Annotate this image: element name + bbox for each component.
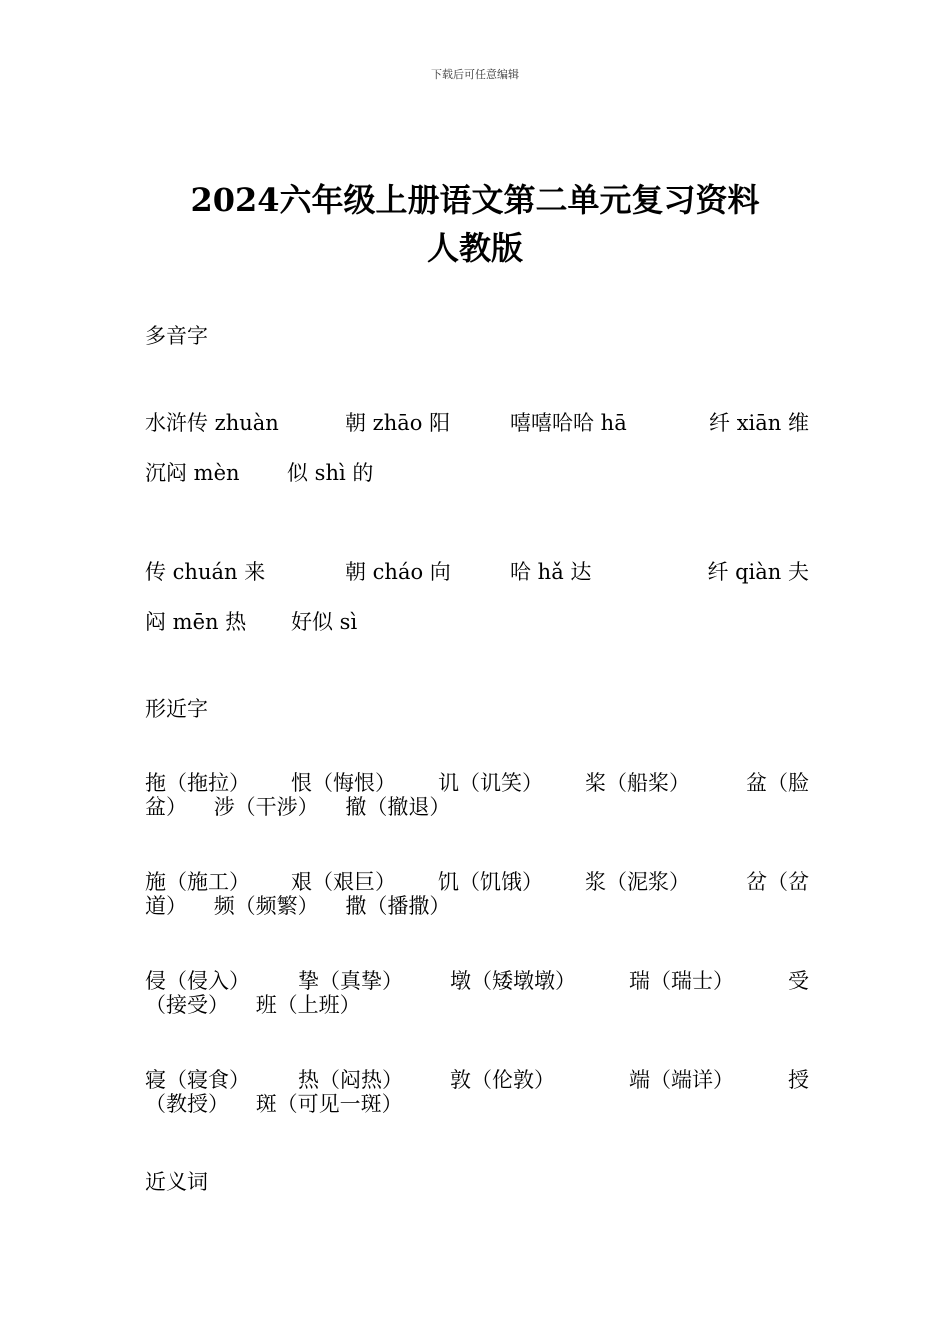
polyphonic-item: 沉闷 mèn (145, 461, 240, 485)
section-heading-similar: 形近字 (145, 697, 208, 721)
similar-item: （接受） (145, 993, 229, 1017)
similar-item: 撤（撤退） (345, 795, 451, 819)
polyphonic-item: 似 shì 的 (287, 461, 374, 485)
similar-item: 盆（脸 (746, 771, 809, 795)
similar-item: 瑞（瑞士） (629, 969, 734, 993)
similar-item: 频（频繁） (213, 894, 319, 918)
document-title: 2024六年级上册语文第二单元复习资料 (190, 181, 760, 219)
polyphonic-item: 嘻嘻哈哈 hā (510, 411, 627, 435)
document-subtitle: 人教版 (426, 229, 523, 267)
polyphonic-item: 朝 zhāo 阳 (345, 411, 451, 435)
similar-item: 饥（饥饿） (438, 870, 543, 894)
similar-item: 施（施工） (145, 870, 250, 894)
polyphonic-item: 水浒传 zhuàn (145, 411, 279, 435)
similar-item: 侵（侵入） (145, 969, 250, 993)
similar-item: 艰（艰巨） (291, 870, 396, 894)
polyphonic-item: 纤 qiàn 夫 (707, 560, 809, 584)
similar-item: 岔（岔 (746, 870, 809, 894)
similar-item: 寝（寝食） (145, 1068, 250, 1092)
similar-item: （教授） (145, 1092, 229, 1116)
similar-item: 讥（讥笑） (438, 771, 543, 795)
similar-item: 热（闷热） (298, 1068, 403, 1092)
similar-item: 桨（船桨） (585, 771, 690, 795)
similar-item: 浆（泥浆） (585, 870, 690, 894)
similar-item: 道） (145, 894, 187, 918)
similar-chars-paragraph (145, 771, 809, 819)
similar-item: 班（上班） (255, 993, 361, 1017)
similar-chars-paragraph (145, 1068, 809, 1116)
similar-item: 斑（可见一斑） (255, 1092, 403, 1116)
similar-chars-paragraph (145, 870, 809, 918)
page-header: 下载后可任意编辑 (431, 68, 519, 81)
polyphonic-item: 纤 xiān 维 (709, 411, 809, 435)
polyphonic-item: 闷 mēn 热 (145, 610, 247, 634)
polyphonic-item: 好似 sì (291, 610, 358, 634)
section-heading-synonyms: 近义词 (145, 1170, 208, 1194)
similar-item: 授 (788, 1068, 809, 1092)
similar-item: 端（端详） (629, 1068, 734, 1092)
similar-item: 涉（干涉） (213, 795, 319, 819)
similar-chars-paragraph (145, 969, 809, 1017)
section-heading-polyphonic: 多音字 (145, 324, 208, 348)
similar-item: 撒（播撒） (345, 894, 451, 918)
polyphonic-item: 哈 hǎ 达 (510, 560, 592, 584)
similar-item: 恨（悔恨） (291, 771, 396, 795)
polyphonic-item: 传 chuán 来 (145, 560, 266, 584)
similar-item: 拖（拖拉） (145, 771, 250, 795)
polyphonic-item: 朝 cháo 向 (345, 560, 451, 584)
similar-item: 盆） (145, 795, 187, 819)
similar-item: 墩（矮墩墩） (450, 969, 576, 993)
similar-item: 挚（真挚） (298, 969, 403, 993)
similar-item: 受 (788, 969, 809, 993)
similar-item: 敦（伦敦） (450, 1068, 555, 1092)
